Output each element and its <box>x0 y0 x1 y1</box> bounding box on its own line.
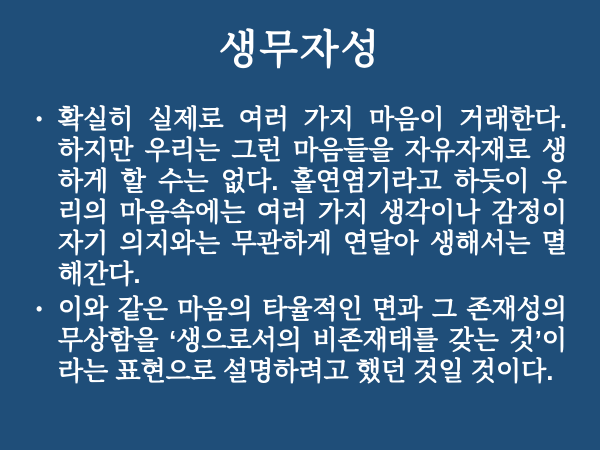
slide-title: 생무자성 <box>218 28 382 72</box>
text-line: 해간다. <box>58 259 141 289</box>
text-line: 확실히 실제로 여러 가지 마음이 거래한다. <box>58 104 567 134</box>
bullet-icon: • <box>36 109 43 129</box>
text-line: 리의 마음속에는 여러 가지 생각이나 감정이 <box>58 197 567 227</box>
bullet-text <box>58 104 567 290</box>
text-line: 이와 같은 마음의 타율적인 면과 그 존재성의 <box>58 294 567 324</box>
text-line: 하게 할 수는 없다. 홀연염기라고 하듯이 우 <box>58 166 567 196</box>
text-line: 하지만 우리는 그런 마음들을 자유자재로 생 <box>58 135 567 165</box>
slide-body <box>36 104 567 387</box>
text-line: 자기 의지와는 무관하게 연달아 생해서는 멸 <box>58 228 567 258</box>
bullet-item <box>36 104 567 290</box>
bullet-text <box>58 294 567 387</box>
text-line: 라는 표현으로 설명하려고 했던 것일 것이다. <box>58 356 554 386</box>
text-line: 무상함을 ‘생으로서의 비존재태를 갖는 것’이 <box>58 325 567 355</box>
bullet-item <box>36 294 567 387</box>
bullet-icon: • <box>36 299 43 319</box>
